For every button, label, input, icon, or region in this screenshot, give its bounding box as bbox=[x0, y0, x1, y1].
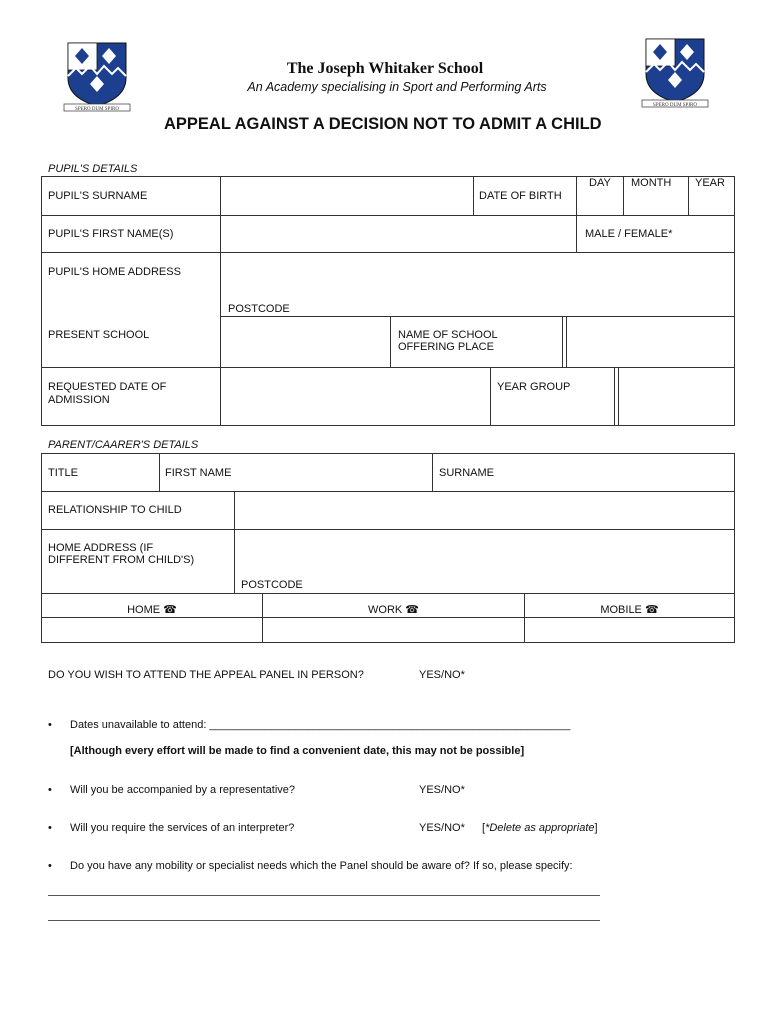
date-of-birth-label: DATE OF BIRTH bbox=[479, 190, 562, 202]
school-name: The Joseph Whitaker School bbox=[286, 60, 484, 77]
pupil-postcode-label: POSTCODE bbox=[228, 303, 290, 315]
svg-text:SPERO DUM SPIRO: SPERO DUM SPIRO bbox=[653, 103, 697, 108]
mobility-answer-line-1[interactable] bbox=[48, 895, 600, 896]
delete-note-text: *Delete as appropriate bbox=[485, 822, 595, 834]
mobility-question: Do you have any mobility or specialist needs which the Panel should be aware of? If so, please specify: bbox=[70, 860, 573, 872]
year-group-field[interactable] bbox=[619, 368, 734, 425]
parent-home-address-label-1: HOME ADDRESS (IF bbox=[48, 542, 154, 554]
representative-answer[interactable]: YES/NO* bbox=[419, 784, 465, 796]
pupil-surname-label: PUPIL'S SURNAME bbox=[48, 190, 148, 202]
bullet-representative: • bbox=[48, 784, 52, 796]
delete-note-open: [ bbox=[482, 822, 486, 834]
interpreter-question: Will you require the services of an interpreter? bbox=[70, 822, 295, 834]
parent-section-label: PARENT/CAARER'S DETAILS bbox=[48, 439, 199, 451]
requested-date-label-2: ADMISSION bbox=[48, 394, 110, 406]
offering-school-label-1: NAME OF SCHOOL bbox=[398, 329, 498, 341]
mobile-phone-label: MOBILE ☎ bbox=[600, 604, 659, 616]
requested-date-field[interactable] bbox=[221, 368, 490, 425]
work-phone-field[interactable] bbox=[263, 618, 524, 642]
dates-unavailable-question[interactable]: Dates unavailable to attend: ___________________________________________________________ bbox=[70, 719, 571, 731]
present-school-label: PRESENT SCHOOL bbox=[48, 329, 150, 341]
relationship-field[interactable] bbox=[235, 492, 734, 529]
attend-answer[interactable]: YES/NO* bbox=[419, 669, 465, 681]
present-school-field[interactable] bbox=[221, 317, 390, 367]
parent-postcode-label: POSTCODE bbox=[241, 579, 303, 591]
requested-date-label-1: REQUESTED DATE OF bbox=[48, 381, 167, 393]
form-title: APPEAL AGAINST A DECISION NOT TO ADMIT A CHILD bbox=[164, 115, 602, 133]
bullet-interpreter: • bbox=[48, 822, 52, 834]
delete-note-close: ] bbox=[594, 822, 598, 834]
parent-first-name-label: FIRST NAME bbox=[165, 467, 232, 479]
bullet-mobility: • bbox=[48, 860, 52, 872]
dob-day-label: DAY bbox=[589, 177, 611, 189]
dob-month-label: MONTH bbox=[631, 177, 672, 189]
work-phone-label: WORK ☎ bbox=[368, 604, 419, 616]
school-tagline: An Academy specialising in Sport and Performing Arts bbox=[247, 80, 547, 94]
parent-title-label: TITLE bbox=[48, 467, 78, 479]
representative-question: Will you be accompanied by a representative? bbox=[70, 784, 296, 796]
dob-year-field[interactable] bbox=[689, 190, 734, 215]
parent-home-address-label-2: DIFFERENT FROM CHILD'S) bbox=[48, 554, 195, 566]
dob-year-label: YEAR bbox=[695, 177, 725, 189]
parent-surname-label: SURNAME bbox=[439, 467, 495, 479]
home-phone-field[interactable] bbox=[42, 618, 262, 642]
dob-month-field[interactable] bbox=[624, 190, 688, 215]
pupil-section-label: PUPIL'S DETAILS bbox=[48, 163, 138, 175]
year-group-label: YEAR GROUP bbox=[497, 381, 571, 393]
relationship-label: RELATIONSHIP TO CHILD bbox=[48, 504, 182, 516]
gender-label: MALE / FEMALE* bbox=[585, 228, 673, 240]
pupil-home-address-field[interactable] bbox=[221, 253, 734, 316]
pupil-first-names-label: PUPIL'S FIRST NAME(S) bbox=[48, 228, 174, 240]
dob-day-field[interactable] bbox=[577, 190, 623, 215]
offering-school-field[interactable] bbox=[567, 317, 734, 367]
parent-home-address-field[interactable] bbox=[235, 530, 734, 593]
pupil-surname-field[interactable] bbox=[221, 177, 473, 215]
svg-text:SPERO DUM SPIRO: SPERO DUM SPIRO bbox=[75, 107, 119, 112]
pupil-home-address-label: PUPIL'S HOME ADDRESS bbox=[48, 266, 181, 278]
interpreter-answer[interactable]: YES/NO* bbox=[419, 822, 465, 834]
offering-school-label-2: OFFERING PLACE bbox=[398, 341, 494, 353]
attend-question: DO YOU WISH TO ATTEND THE APPEAL PANEL IN PERSON? bbox=[48, 669, 364, 681]
mobility-answer-line-2[interactable] bbox=[48, 920, 600, 921]
mobile-phone-field[interactable] bbox=[525, 618, 734, 642]
bullet-dates: • bbox=[48, 719, 52, 731]
dates-note: [Although every effort will be made to find a convenient date, this may not be possible] bbox=[70, 745, 525, 757]
pupil-first-names-field[interactable] bbox=[221, 216, 576, 252]
home-phone-label: HOME ☎ bbox=[127, 604, 177, 616]
delete-note bbox=[482, 822, 598, 835]
